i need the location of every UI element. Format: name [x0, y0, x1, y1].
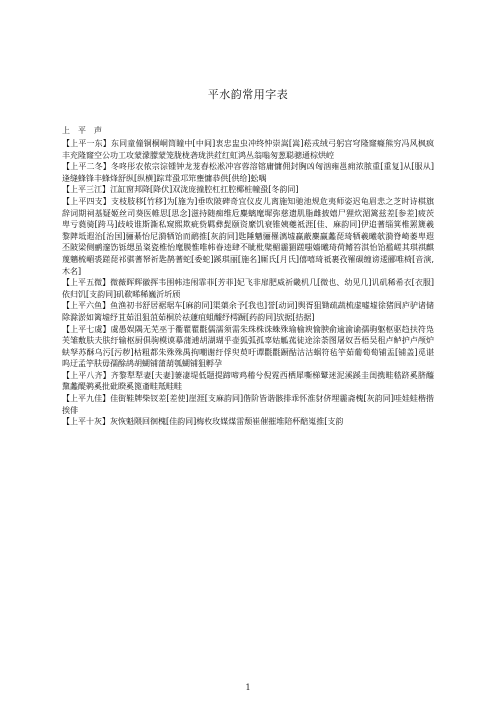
rhyme-paragraph-wei: 【上平五微】微薇晖辉徽挥韦围帏违闱霏菲[芳菲]妃飞非扉肥威祈畿机几[微也、幼见几]讥矶稀希衣[衣服]依归饥[支韵同]矶欷晞稀巍沂圻颀: [62, 278, 434, 299]
page-number: 1: [245, 683, 251, 692]
document-title: 平水韵常用字表: [207, 88, 289, 101]
rhyme-paragraph-dong2: 【上平二冬】冬咚彤农侬宗淙锺钟龙茏舂松凇冲容蓉溶镕庸慵佣封胸凶匈汹雍邕痈浓脓重[重复]从[服从]逢缝蜂锋丰蜂烽舒纵[纵横]踪茸蛩邛筇壅慵恭供[供给]蚣喁: [62, 162, 434, 183]
rhyme-paragraph-jia: 【上平九佳】佳街鞋牌柴钗差[差使]崖涯[支麻韵同]偕阶皆谐骸排乖怀淮豺侪埋霾斋槐[灰韵同]哇娃蛙楷揩挨俳: [62, 394, 434, 415]
rhyme-paragraph-qi: 【上平八齐】齐黎犁犁妻[夫妻]萋凄堤低题提蹄啼鸡稽兮倪霓西栖犀嘶梯鼙迷泥溪蹊圭闺携畦嵇跻奚脐醯黧蠡醍鹈奚批砒睽奚篦齑畦羝畦畦: [62, 370, 434, 392]
rhyme-paragraph-jiang: 【上平三江】江缸窗邦降[降伏]双泷庞撞腔杠扛腔椰桩幢蛩[冬韵同]: [62, 185, 299, 195]
rhyme-paragraph-zhi: 【上平四支】支枝肢移[竹移]为[施为]垂吹陂碑奇宜仪皮儿离施知驰池规危夷师姿迟龟眉悲之芝时诗棋旗辞词期祠基疑姬丝司葵医帷思[思念]滋持随痴维卮麋螭麾墀弥慈遗肌脂雌披嬉尸狸炊湄篱兹差[参差]疲茨卑亏蕤骑[跨马]歧岐谁斯澌私窥熙欺疵赀羁彝髭颐资縻饥衰锥姨夔祗涯[佳、麻韵同]伊追蓍缁箕椎罴篪羲黎陴坻遐治[治国]骊綦怡尼漪牺饴而鸸推[灰韵同]匙陲魑骊罹漓墟赢蔽麇赢蠡琵琦牺羲曦欹漪脊崎萎卑遐丕陂梁侧鹂邃饬铄缌虽粢瓷椎怡麾膜惟唯帏眷逵肆不眦枇檗楣霾猸蹉嗤嫱曦琦荷鳍笞淇怡饴褴嵯其琪祺麒蔑魑梳嵋裘蹉琵祁骐蓍帑祈匙鹊蓍蛇[委蛇]蹊琪丽[施名]厮氏[月氏]僖嘻琦祗裹孜罹碳缠谤逶郦唯椅[音演,木名]: [62, 196, 434, 276]
rhyme-paragraph-yu: 【上平六鱼】鱼渔初书舒居裾琚车[麻韵同]渠蕖余予[我也]誉[动词]舆胥狙锄疏蔬梳虚嘘墟徐猪闾庐驴诸储除滁淤如篱墟纾苴茹沮狙菹茹桐於祛蘧疽蛆醵纾樗蹰[药韵同]欤据[拮据]: [62, 301, 434, 322]
section-heading: 上 平 声: [62, 126, 102, 135]
rhyme-paragraph-hui: 【上平十灰】灰恢魁隈回徊槐[佳韵同]梅枚玫媒煤雷颓崔催摧堆陪杯醅嵬推[支韵: [62, 417, 344, 427]
document-body: [62, 138, 434, 428]
rhyme-paragraph-dong: 【上平一东】东同童僮铜桐峒筒瞳中[中间]衷忠盅虫冲终忡崇嵩[嵩]菘戎绒弓躬宫穹隆窿癃熊穷冯风枫疯丰充隆窿空公功工攻蒙濛朦蒙笼胧栊砻珑洪荭红虹鸿丛翁嗡匆葱聪骢通棕烘崆: [62, 139, 434, 160]
rhyme-paragraph-yu2: 【上平七虞】虞愚娱隅无芜巫于衢瞿瞿氍儒濡须需朱珠株诛蛛殊瑜榆谀愉腴俞逾渝谕孺驹躯枢驱趋扶符凫芙雏敷肤夫肤纡输枢厨俱驹模谟摹蒲逋胡湖瑚乎壶狐弧孤辜姑觚菰徒途涂荼图屠奴吾梧吴租卢鲈护卢颅炉蚨孥苏酥乌污[污秽]枯粗都朱殊殊禺拘嘲谢纡俘臾萸吁谭氍氍蹰酤沽沽蜗符毡竽茹葡萄萄铺盂[铺盖]觅谌呜迂孟竽肤毋孺酴鸪胡蝴铺蒲葫瓠蝴铺狙孵孕: [62, 324, 434, 369]
